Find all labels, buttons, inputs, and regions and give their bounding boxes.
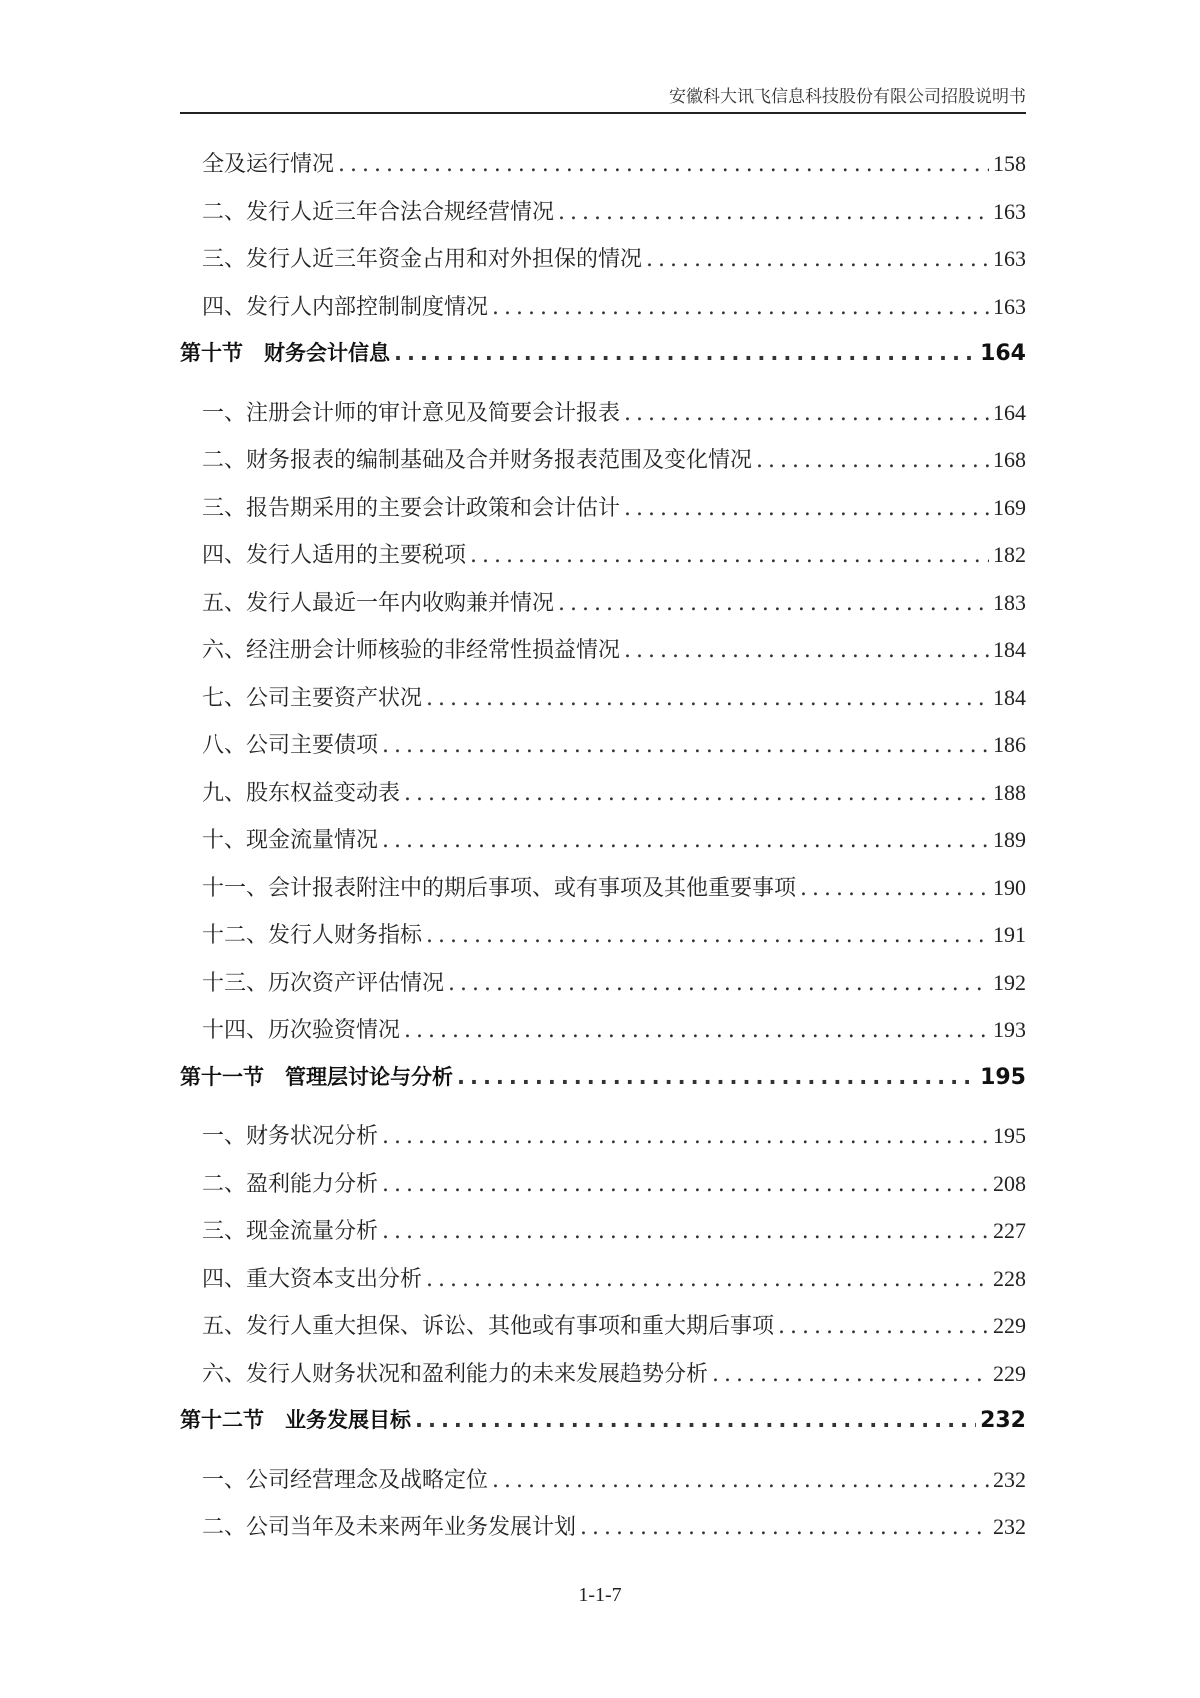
toc-entry[interactable] [180, 959, 1026, 1007]
toc-entry-title: 八、公司主要债项 [202, 733, 379, 758]
toc-entry-title: 十三、历次资产评估情况 [202, 970, 445, 996]
toc-entry-page: 190 [993, 874, 1026, 900]
toc-entry[interactable] [180, 140, 1026, 188]
dot-leader [415, 1397, 976, 1445]
toc-entry-page: 184 [993, 637, 1026, 662]
toc-section-entry[interactable] [180, 330, 1026, 378]
toc-entry-page: 158 [993, 151, 1026, 176]
dot-leader [426, 675, 989, 723]
toc-entry-page: 163 [993, 293, 1026, 319]
dot-leader [404, 770, 989, 818]
toc-entry-title: 六、经注册会计师核验的非经常性损益情况 [202, 638, 621, 663]
toc-entry[interactable] [180, 531, 1026, 579]
toc-entry[interactable] [180, 1456, 1026, 1504]
toc-entry-title: 三、报告期采用的主要会计政策和会计估计 [202, 495, 621, 521]
toc-entry-title: 七、公司主要资产状况 [202, 685, 423, 711]
toc-entry[interactable] [180, 1112, 1026, 1160]
toc-entry-page: 232 [993, 1466, 1026, 1492]
toc-entry[interactable] [180, 579, 1026, 627]
toc-entry[interactable] [180, 389, 1026, 437]
dot-leader [712, 1351, 989, 1399]
toc-entry-title: 二、财务报表的编制基础及合并财务报表范围及变化情况 [202, 448, 753, 473]
toc-entry[interactable] [180, 436, 1026, 484]
dot-leader [646, 236, 989, 284]
toc-entry-page: 164 [993, 399, 1026, 425]
toc-entry[interactable] [180, 1255, 1026, 1303]
toc-entry-page: 183 [993, 589, 1026, 615]
toc-entry[interactable] [180, 911, 1026, 959]
toc-entry[interactable] [180, 1160, 1026, 1208]
document-title: 安徽科大讯飞信息科技股份有限公司招股说明书 [669, 87, 1026, 107]
toc-entry[interactable] [180, 816, 1026, 864]
dot-leader [404, 1007, 989, 1055]
toc-entry-page: 195 [993, 1123, 1026, 1148]
toc-entry[interactable] [180, 1006, 1026, 1054]
toc-entry-title: 十二、发行人财务指标 [202, 923, 423, 948]
dot-leader [492, 284, 989, 332]
dot-leader [382, 722, 989, 770]
toc-entry-title: 二、公司当年及未来两年业务发展计划 [202, 1515, 577, 1540]
toc-entry-title: 三、现金流量分析 [202, 1219, 379, 1244]
toc-entry-title: 二、盈利能力分析 [202, 1171, 379, 1197]
dot-leader [580, 1504, 989, 1552]
toc-entry-page: 192 [993, 969, 1026, 995]
dot-leader [382, 817, 989, 865]
running-header [180, 82, 1026, 114]
toc-entry[interactable] [180, 674, 1026, 722]
toc-entry-page: 164 [980, 341, 1026, 366]
toc-entry-title: 全及运行情况 [202, 152, 335, 177]
toc-entry-page: 163 [993, 198, 1026, 224]
toc-entry-title: 三、发行人近三年资金占用和对外担保的情况 [202, 247, 643, 272]
toc-entry-page: 163 [993, 246, 1026, 271]
dot-leader [338, 141, 989, 189]
toc-entry-title: 十四、历次验资情况 [202, 1018, 401, 1043]
toc-entry-page: 195 [980, 1064, 1026, 1090]
toc-entry-title: 二、发行人近三年合法合规经营情况 [202, 199, 555, 225]
dot-leader [382, 1113, 989, 1161]
toc-entry[interactable] [180, 235, 1026, 283]
dot-leader [800, 865, 989, 913]
toc-entry[interactable] [180, 1503, 1026, 1551]
toc-entry-page: 184 [993, 684, 1026, 710]
toc-entry-title: 五、发行人重大担保、诉讼、其他或有事项和重大期后事项 [202, 1314, 775, 1339]
page-number: 1-1-7 [578, 1584, 622, 1606]
toc-entry-title: 第十一节 管理层讨论与分析 [180, 1064, 453, 1089]
toc-entry-title: 九、股东权益变动表 [202, 780, 401, 806]
dot-leader [382, 1208, 989, 1256]
toc-entry-title: 四、发行人适用的主要税项 [202, 543, 467, 568]
toc-entry-page: 186 [993, 732, 1026, 757]
toc-entry[interactable] [180, 283, 1026, 331]
table-of-contents [180, 140, 1026, 1551]
toc-entry-page: 208 [993, 1170, 1026, 1196]
toc-entry-page: 169 [993, 494, 1026, 520]
toc-entry[interactable] [180, 188, 1026, 236]
toc-entry-page: 229 [993, 1360, 1026, 1386]
toc-entry[interactable] [180, 484, 1026, 532]
toc-section-entry[interactable] [180, 1054, 1026, 1102]
toc-entry-title: 六、发行人财务状况和盈利能力的未来发展趋势分析 [202, 1361, 709, 1387]
toc-entry-title: 一、注册会计师的审计意见及简要会计报表 [202, 400, 621, 426]
toc-entry-page: 168 [993, 447, 1026, 472]
toc-entry[interactable] [180, 864, 1026, 912]
dot-leader [426, 1256, 989, 1304]
dot-leader [470, 532, 989, 580]
toc-entry-title: 四、重大资本支出分析 [202, 1266, 423, 1292]
toc-entry-page: 193 [993, 1017, 1026, 1042]
dot-leader [457, 1054, 976, 1102]
toc-entry-title: 五、发行人最近一年内收购兼并情况 [202, 590, 555, 616]
toc-entry[interactable] [180, 1207, 1026, 1255]
toc-entry-page: 229 [993, 1313, 1026, 1338]
dot-leader [394, 330, 976, 378]
dot-leader [426, 912, 989, 960]
toc-section-entry[interactable] [180, 1397, 1026, 1445]
toc-entry-title: 十一、会计报表附注中的期后事项、或有事项及其他重要事项 [202, 875, 797, 901]
toc-entry[interactable] [180, 626, 1026, 674]
dot-leader [558, 189, 989, 237]
dot-leader [756, 437, 989, 485]
dot-leader [448, 960, 989, 1008]
toc-entry-title: 十、现金流量情况 [202, 828, 379, 853]
dot-leader [492, 1457, 989, 1505]
toc-entry-title: 一、公司经营理念及战略定位 [202, 1467, 489, 1493]
toc-entry-page: 228 [993, 1265, 1026, 1291]
toc-entry-page: 191 [993, 922, 1026, 947]
dot-leader [624, 627, 989, 675]
toc-entry-page: 227 [993, 1218, 1026, 1243]
toc-entry-title: 四、发行人内部控制制度情况 [202, 294, 489, 320]
toc-entry[interactable] [180, 1350, 1026, 1398]
dot-leader [624, 485, 989, 533]
toc-entry-title: 一、财务状况分析 [202, 1124, 379, 1149]
toc-entry-page: 232 [993, 1514, 1026, 1539]
dot-leader [624, 390, 989, 438]
toc-entry-title: 第十二节 业务发展目标 [180, 1408, 411, 1432]
toc-entry-page: 189 [993, 827, 1026, 852]
toc-entry[interactable] [180, 769, 1026, 817]
dot-leader [382, 1161, 989, 1209]
dot-leader [778, 1303, 989, 1351]
toc-entry-page: 232 [980, 1408, 1026, 1433]
dot-leader [558, 580, 989, 628]
toc-entry[interactable] [180, 1302, 1026, 1350]
toc-entry-title: 第十节 财务会计信息 [180, 341, 390, 365]
toc-entry-page: 188 [993, 779, 1026, 805]
toc-entry[interactable] [180, 721, 1026, 769]
toc-entry-page: 182 [993, 542, 1026, 567]
